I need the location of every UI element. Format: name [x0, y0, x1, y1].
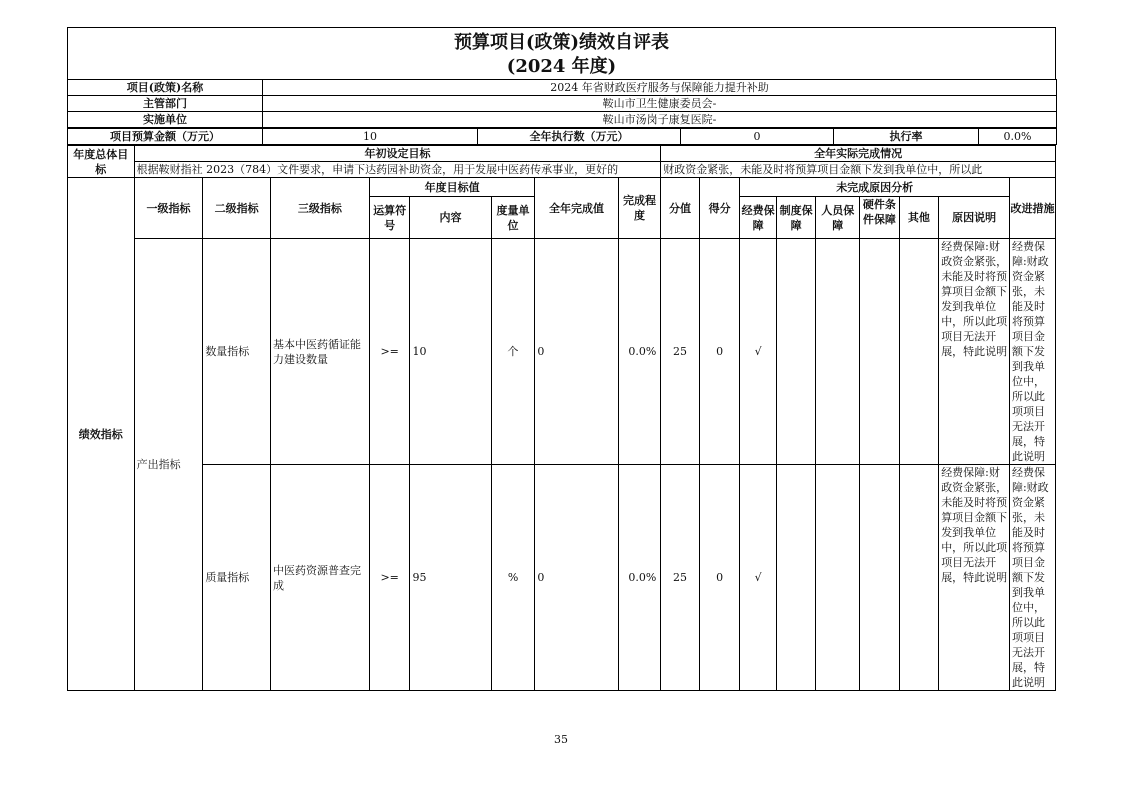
- title-block: [67, 27, 1056, 79]
- row2-got: 0: [699, 465, 740, 691]
- row2-level2: 质量指标: [203, 465, 271, 691]
- row1-fund-check: √: [740, 239, 776, 465]
- budget-label: 项目预算金额（万元）: [68, 129, 263, 145]
- dept-value: 鞍山市卫生健康委员会-: [263, 96, 1057, 112]
- row2-r3: [816, 465, 860, 691]
- r6-header: 原因说明: [939, 197, 1010, 239]
- row2-r2: [776, 465, 816, 691]
- row1-r5: [899, 239, 939, 465]
- row2-level3: 中医药资源普查完成: [270, 465, 369, 691]
- got-header: 得分: [699, 178, 740, 239]
- r1-header: 经费保障: [740, 197, 776, 239]
- project-name: 2024 年省财政医疗服务与保障能力提升补助: [263, 80, 1057, 96]
- row1-score: 25: [661, 239, 700, 465]
- row2-score: 25: [661, 465, 700, 691]
- row2-reason: 经费保障:财政资金紧张，未能及时将预算项目金额下发到我单位中，所以此项项目无法开展，特此说明: [939, 465, 1010, 691]
- unit-label: 实施单位: [68, 112, 263, 128]
- r2-header: 制度保障: [776, 197, 816, 239]
- row1-unit: 个: [491, 239, 535, 465]
- row1-r4: [860, 239, 900, 465]
- row1-degree: 0.0%: [618, 239, 661, 465]
- row1-improve: 经费保障:财政资金紧张，未能及时将预算项目金额下发到我单位中，所以此项项目无法开展，特此说明: [1009, 239, 1055, 465]
- unit-value: 鞍山市汤岗子康复医院-: [263, 112, 1057, 128]
- row2-improve: 经费保障:财政资金紧张，未能及时将预算项目金额下发到我单位中，所以此项项目无法开展，特此说明: [1009, 465, 1055, 691]
- exec-value: 0: [681, 129, 834, 145]
- actual-goal-label: 全年实际完成情况: [661, 146, 1056, 162]
- project-name-label: 项目(政策)名称: [68, 80, 263, 96]
- level2-header: 二级指标: [203, 178, 271, 239]
- level3-header: 三级指标: [270, 178, 369, 239]
- row1-content: 10: [410, 239, 491, 465]
- row1-done: 0: [535, 239, 618, 465]
- output-label: 产出指标: [134, 239, 203, 691]
- op-header: 运算符号: [369, 197, 410, 239]
- row2-done: 0: [535, 465, 618, 691]
- row2-r5: [899, 465, 939, 691]
- row1-level2: 数量指标: [203, 239, 271, 465]
- table-row: [68, 239, 1056, 465]
- dept-label: 主管部门: [68, 96, 263, 112]
- row1-got: 0: [699, 239, 740, 465]
- goal-row-label: 年度总体目标: [68, 146, 135, 178]
- degree-header: 完成程度: [618, 178, 661, 239]
- rate-value: 0.0%: [979, 129, 1057, 145]
- row1-r3: [816, 239, 860, 465]
- improve-header: 改进措施: [1009, 178, 1055, 239]
- initial-goal-label: 年初设定目标: [134, 146, 661, 162]
- initial-goal-text: 根据鞍财指社 2023（784）文件要求，申请下达药园补助资金，用于发展中医药传承事业，更好的: [134, 162, 661, 178]
- row1-reason: 经费保障:财政资金紧张，未能及时将预算项目金额下发到我单位中，所以此项项目无法开展，特此说明: [939, 239, 1010, 465]
- annual-target-header: 年度目标值: [369, 178, 535, 197]
- row2-fund-check: √: [740, 465, 776, 691]
- done-header: 全年完成值: [535, 178, 618, 239]
- row2-r4: [860, 465, 900, 691]
- row2-degree: 0.0%: [618, 465, 661, 691]
- page-title: 预算项目(政策)绩效自评表: [453, 32, 670, 53]
- exec-label: 全年执行数（万元）: [478, 129, 681, 145]
- r5-header: 其他: [899, 197, 939, 239]
- self-evaluation-sheet: [67, 27, 1056, 691]
- score-header: 分值: [661, 178, 700, 239]
- budget-table: [67, 128, 1057, 145]
- main-table: [67, 145, 1056, 691]
- row2-content: 95: [410, 465, 491, 691]
- row2-op: >=: [369, 465, 410, 691]
- page-subtitle: (2024 年度): [506, 56, 617, 77]
- table-row: [68, 465, 1056, 691]
- row1-op: >=: [369, 239, 410, 465]
- reason-group-header: 未完成原因分析: [740, 178, 1010, 197]
- perf-label: 绩效指标: [68, 178, 135, 691]
- unit-header: 度量单位: [491, 197, 535, 239]
- row2-unit: %: [491, 465, 535, 691]
- row1-level3: 基本中医药循证能力建设数量: [270, 239, 369, 465]
- page-number: 35: [554, 733, 568, 746]
- budget-value: 10: [263, 129, 478, 145]
- r4-header: 硬件条件保障: [860, 197, 900, 239]
- rate-label: 执行率: [834, 129, 979, 145]
- info-table: [67, 79, 1057, 128]
- content-header: 内容: [410, 197, 491, 239]
- level1-header: 一级指标: [134, 178, 203, 239]
- actual-goal-text: 财政资金紧张，未能及时将预算项目金额下发到我单位中，所以此: [661, 162, 1056, 178]
- r3-header: 人员保障: [816, 197, 860, 239]
- row1-r2: [776, 239, 816, 465]
